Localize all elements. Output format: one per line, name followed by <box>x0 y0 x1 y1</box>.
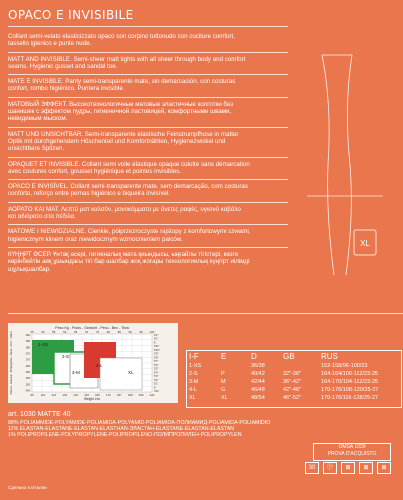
tick-label-kg: 95 <box>139 330 143 334</box>
care-icon: ⊠ <box>341 462 355 474</box>
description-section <box>8 56 280 71</box>
tick-label-ft: 6' <box>154 341 156 345</box>
care-icons <box>305 462 391 474</box>
tick-label-lbs: 154 <box>84 393 89 397</box>
description-line: MATOWE I NIEWIDZIALNE. Cienkie, półprzezroczyste rajstopy z komfortowymi szwami, <box>8 228 251 236</box>
tick-label-lbs: 176 <box>106 393 111 397</box>
size-table-cell: 42/44 <box>251 379 265 385</box>
tick-label-lbs: 198 <box>127 393 133 397</box>
tick-label-ft: 5' <box>154 386 156 390</box>
description-line: ΑΟΡΑΤΟ ΚΑΙ ΜΑΤ. Λεπτό ματ καλσόν, μονοκόμματο με άνετες ραφές, υγιεινό καβάλο <box>8 205 241 213</box>
size-table-cell: 46"-52" <box>283 395 301 401</box>
tick-label-lbs: 132 <box>62 393 68 397</box>
description-section <box>8 206 280 221</box>
section-divider <box>8 157 288 158</box>
zone-label: XL <box>128 370 134 375</box>
xl-badge-label: XL <box>360 239 370 248</box>
tick-label-cm: 155 <box>25 376 30 381</box>
size-table-cell: G <box>221 387 226 393</box>
tick-label-cm: 160 <box>25 370 30 375</box>
description-line: невидимым мыском. <box>8 115 68 123</box>
tick-label-ft: 5'10" <box>154 348 160 352</box>
tick-label-kg: 50 <box>41 330 45 334</box>
tick-label-kg: 80 <box>106 330 110 334</box>
size-table-cell: 3-M <box>189 379 199 385</box>
size-table-cell: 2-S <box>189 371 198 377</box>
composition-line: 88% POLIAMMIDE-POLYAMIDE-POLIAMIDA-POLYAMID-POLIAMIDA-ПОЛИАМИД-POLIAMIDA-POLIAMIDIO <box>8 420 271 427</box>
legs-illustration-svg <box>292 45 398 308</box>
tick-label-ft: 6'2" <box>154 334 159 337</box>
description-line: шұлықшалбар. <box>8 265 51 273</box>
size-table-header <box>187 351 401 362</box>
size-table-cell: 164-164/100-112/23-25 <box>321 371 379 377</box>
tick-label-lbs: 165 <box>95 393 100 397</box>
size-chart <box>8 323 178 403</box>
tick-label-lbs: 99 <box>30 393 34 397</box>
product-title: OPACO E INVISIBILE <box>8 8 134 22</box>
leg-illustrations <box>292 45 398 308</box>
tick-label-ft: 5'9" <box>154 352 159 356</box>
tick-label-cm: 190 <box>25 333 30 337</box>
description-line: Collant semi-velato elasticizzato opaco con corpino tuttonudo con cuciture comfort, <box>8 33 235 40</box>
description-line: confort, rombo higiénico. Puntera invisible. <box>8 85 125 93</box>
description-line: MATT AND INVISIBLE. Semi-sheer matt tights with all sheer through body and comfort <box>8 55 246 63</box>
size-table-cell <box>281 362 319 370</box>
description-line: OPACO E INVISÍVEL. Collant semi-transparente mate, sem demarcação, com costuras <box>8 183 248 191</box>
size-table-cell: XL <box>189 395 196 401</box>
care-icon: 30 <box>305 462 319 474</box>
description-line: MATE E INVISIBLE. Panty semi-transparente mate, sin demarcación, con costuras <box>8 78 236 86</box>
description-line: και αδιόρατο στα πέδιλα. <box>8 213 76 221</box>
size-table-cell: 1-XS <box>189 363 202 369</box>
section-divider <box>8 202 288 203</box>
table-row <box>187 378 401 386</box>
tick-label-kg: 90 <box>128 330 132 334</box>
zone-label: 3-M <box>72 370 80 375</box>
size-chart-svg <box>8 323 178 403</box>
description-section <box>8 251 280 273</box>
tick-label-kg: 70 <box>84 330 89 334</box>
size-table-cell: M <box>221 379 226 385</box>
description-line: MATT UND UNSICHTBAR. Semi-transparente elastische Feinstrumpfhose in matter <box>8 130 239 138</box>
tick-label-ft: 4'11" <box>154 390 160 394</box>
care-icon: Ⓟ <box>323 462 337 474</box>
tick-label-lbs: 209 <box>138 393 144 397</box>
table-row <box>187 370 401 378</box>
section-divider <box>8 247 288 248</box>
description-line: шанишек с эффектом пудры, гигиеничной ластовицей, комфортными швами, <box>8 108 232 116</box>
tick-label-kg: 55 <box>52 330 56 334</box>
care-icon: ⊠ <box>377 462 391 474</box>
article-code: art. 1030 MATTE 40 <box>8 411 71 418</box>
size-table-cell: 32"-36" <box>283 371 301 377</box>
tick-label-cm: 185 <box>25 339 30 344</box>
omsa-code: OMSA 1030 <box>338 444 366 450</box>
tick-label-cm: 150 <box>25 382 30 387</box>
description-line: seams. Hygienic gusset and sandal toe. <box>8 62 118 70</box>
tick-label-ft: 5'2" <box>154 378 159 382</box>
description-section <box>8 131 280 153</box>
tick-label-cm: 145 <box>25 388 30 393</box>
size-table-cell: XL <box>221 395 228 401</box>
table-row <box>187 386 401 394</box>
size-table-cell: 36/38 <box>251 363 265 369</box>
tick-label-kg: 45 <box>30 330 34 334</box>
section-divider <box>8 97 288 98</box>
composition-line: 1% POLIPROPILENE-POLYPROPYLENE-POLIPROPILENO-ПОЛИПРОПИЛЕН-POLIPROPYLEN <box>8 432 242 439</box>
omsa-proof-label: PROVA D'ACQUISTO <box>327 451 377 457</box>
description-section <box>8 33 280 48</box>
tick-label-lbs: 121 <box>51 393 57 397</box>
tick-label-lbs: 187 <box>116 393 122 397</box>
size-table-cell: 36"-42" <box>283 379 301 385</box>
description-line: көрінбейтін аяқ ұшындағы тігі бар шалбар жоқ жоғары технологиялық күңгірт иілімді <box>8 258 250 266</box>
tick-label-ft: 5'11" <box>154 345 160 349</box>
tick-label-kg: 65 <box>74 330 78 334</box>
description-line: higienicznym klinem oraz niewidocznym wzmocnieniem palców. <box>8 235 183 243</box>
description-line: Optik mit durchgehendem Höschenteil und Komfortnähten, Hygienezwickel und <box>8 137 226 145</box>
description-line: OPAQUET ET INVISIBLE. Collant semi voile élastique opaque culotte sans démarcation <box>8 160 250 168</box>
description-section <box>8 183 280 198</box>
section-divider <box>8 52 288 53</box>
size-table-cell: 48/54 <box>251 395 265 401</box>
tick-label-lbs: 143 <box>73 393 78 397</box>
zone-xl <box>100 358 142 390</box>
description-section <box>8 101 280 123</box>
size-table-cell: 42"-46" <box>283 387 301 393</box>
size-table-header-cell: RUS <box>321 352 338 361</box>
section-divider <box>8 127 288 128</box>
tick-label-ft: 6'1" <box>154 337 159 341</box>
tick-label-ft: 5'3" <box>154 375 159 379</box>
tick-label-cm: 170 <box>25 357 30 362</box>
description-line: conforto, reforço entre pernas higiénico e biqueira invisível. <box>8 190 170 198</box>
tick-label-lbs: 220 <box>149 393 155 397</box>
description-section <box>8 161 280 176</box>
title-divider <box>8 26 288 27</box>
zone-label: 1-XS <box>38 342 49 347</box>
tick-label-kg: 85 <box>117 330 121 334</box>
size-table-cell <box>219 362 249 370</box>
section-divider <box>8 74 288 75</box>
description-line: tassello igienico e punte nude. <box>8 40 92 48</box>
tick-label-ft: 5'4" <box>154 371 159 375</box>
tick-label-ft: 5'7" <box>154 360 159 364</box>
tick-label-cm: 180 <box>25 345 30 350</box>
tick-label-ft: 5'5" <box>154 367 159 371</box>
size-table-cell: 170-176/116-128/25-27 <box>321 395 379 401</box>
tick-label-kg: 75 <box>95 330 100 334</box>
tick-label-ft: 5'6" <box>154 363 159 367</box>
size-table-header-cell: GB <box>283 352 295 361</box>
made-in-mark: Сделано в Италии <box>8 485 47 490</box>
composition-line: 11% ELASTAN-ELASTANE-ELASTAN-ELASTHAN-ЭЛАСТАН-ÉLASTANE-ELASTAN-ELASTAN <box>8 426 235 433</box>
size-table-cell: 4-L <box>189 387 197 393</box>
zone-label: 4-L <box>96 363 103 368</box>
x-axis-label: Weight Lbs <box>84 397 100 401</box>
omsa-proof-box <box>313 443 391 461</box>
description-line: МАТОВЫЙ ЭФФЕКТ. Высокотехнологичные матовые эластичные колготки без <box>8 100 234 108</box>
composition-block <box>8 412 298 438</box>
tick-label-cm: 165 <box>25 363 30 368</box>
chart-header: Peso Kg - Poids - Gewicht - Peso - Вес - Teža <box>55 326 129 330</box>
tick-label-ft: 5'8" <box>154 356 159 360</box>
size-table-header-cell: E <box>221 352 227 361</box>
tick-label-ft: 5'1" <box>154 382 159 386</box>
description-line: КҮҢҢРТ ӘСЕР. Ұнтақ әсері, гигиеналық мата қиындысы, ыңғайлы тігістері, көзге <box>8 251 239 258</box>
section-divider <box>8 179 288 180</box>
description-section <box>8 228 280 243</box>
tick-label-lbs: 110 <box>40 393 46 397</box>
chart-divider <box>8 313 403 314</box>
size-table <box>186 350 402 408</box>
care-icon: ⊠ <box>359 462 373 474</box>
table-row <box>187 362 401 370</box>
tick-label-kg: 60 <box>63 330 67 334</box>
tick-label-kg: 100 <box>149 330 155 334</box>
size-table-cell: 164-170/104-112/23-25 <box>321 379 379 385</box>
description-section <box>8 78 280 93</box>
description-line: avec coutures confort, gousset hygiénique et pointes invisibles. <box>8 167 182 175</box>
size-table-header-cell: I-F <box>189 352 199 361</box>
size-table-cell: P <box>221 371 225 377</box>
size-table-cell: 40/42 <box>251 371 265 377</box>
y-axis-label: Altezza - Hauteur - Körpergröße - Altura - Рост - Višina <box>10 331 13 395</box>
description-line: unsichtbare Spitzen. <box>8 145 65 153</box>
section-divider <box>8 224 288 225</box>
zone-label: 2-S <box>62 354 70 359</box>
tick-label-cm: 175 <box>25 351 30 356</box>
size-table-header-cell: D <box>251 352 257 361</box>
size-table-cell: 170-176/108-120/25-27 <box>321 387 379 393</box>
table-row <box>187 394 401 402</box>
size-table-cell: 46/48 <box>251 387 265 393</box>
size-table-cell: 152-158/96-100/23 <box>321 363 368 369</box>
